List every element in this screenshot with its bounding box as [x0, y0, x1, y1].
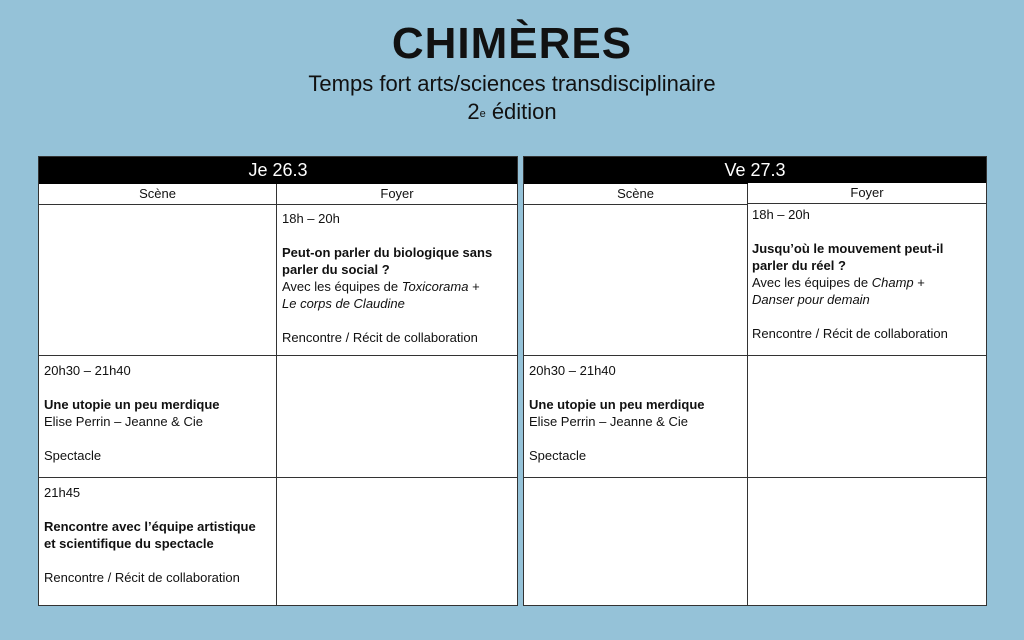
column-divider — [747, 184, 748, 605]
event-type: Rencontre / Récit de collaboration — [752, 326, 948, 341]
row-divider — [748, 477, 986, 478]
row-divider — [524, 355, 986, 356]
event-title: Une utopie un peu merdique — [44, 397, 220, 412]
edition-superscript: e — [479, 108, 486, 120]
event-time: 20h30 – 21h40 — [44, 363, 131, 378]
work-title: Champ — [871, 275, 914, 290]
event-scene-thursday-2 — [44, 484, 272, 586]
event-credit: Elise Perrin – Jeanne & Cie — [44, 414, 203, 429]
day-heading: Je 26.3 — [39, 157, 517, 184]
event-foyer-friday — [752, 206, 982, 342]
event-title: et scientifique du spectacle — [44, 536, 214, 551]
page-subtitle: Temps fort arts/sciences transdisciplinaire — [308, 71, 716, 96]
event-title: Une utopie un peu merdique — [529, 397, 705, 412]
edition-number: 2 — [467, 99, 480, 124]
column-header-foyer: Foyer — [277, 184, 517, 205]
day-heading: Ve 27.3 — [524, 157, 986, 184]
event-title: Rencontre avec l’équipe artistique — [44, 519, 256, 534]
event-title: Peut-on parler du biologique sans — [282, 245, 493, 260]
column-header-foyer: Foyer — [748, 183, 986, 204]
event-scene-thursday-1 — [44, 362, 272, 464]
column-header-scene: Scène — [39, 184, 276, 205]
event-foyer-thursday — [282, 210, 512, 346]
event-time: 21h45 — [44, 485, 81, 500]
event-title: Jusqu’où le mouvement peut-il — [752, 241, 944, 256]
row-divider — [524, 477, 747, 478]
event-type: Rencontre / Récit de collaboration — [44, 570, 240, 585]
event-type: Rencontre / Récit de collaboration — [282, 330, 478, 345]
work-title: Toxicorama — [401, 279, 469, 294]
day-table-friday — [523, 156, 987, 606]
event-teams: Avec les équipes de Champ + — [752, 275, 925, 290]
work-title: Le corps de Claudine — [282, 296, 405, 311]
edition-label — [0, 98, 1024, 126]
event-time: 18h – 20h — [752, 207, 810, 222]
event-type: Spectacle — [529, 448, 587, 463]
event-type: Spectacle — [44, 448, 102, 463]
event-scene-friday-1 — [529, 362, 743, 464]
event-time: 20h30 – 21h40 — [529, 363, 616, 378]
work-title: Danser pour demain — [752, 292, 870, 307]
event-time: 18h – 20h — [282, 211, 340, 226]
page-title: CHIMÈRES — [391, 19, 633, 68]
column-header-scene: Scène — [524, 184, 747, 205]
event-credit: Elise Perrin – Jeanne & Cie — [529, 414, 688, 429]
row-divider — [39, 477, 517, 478]
event-title: parler du réel ? — [752, 258, 846, 273]
event-title: parler du social ? — [282, 262, 390, 277]
page-header — [0, 18, 1024, 126]
edition-text: édition — [485, 99, 557, 124]
column-divider — [276, 184, 277, 605]
row-divider — [39, 355, 517, 356]
day-table-thursday — [38, 156, 518, 606]
event-teams: Avec les équipes de Toxicorama + — [282, 279, 480, 294]
